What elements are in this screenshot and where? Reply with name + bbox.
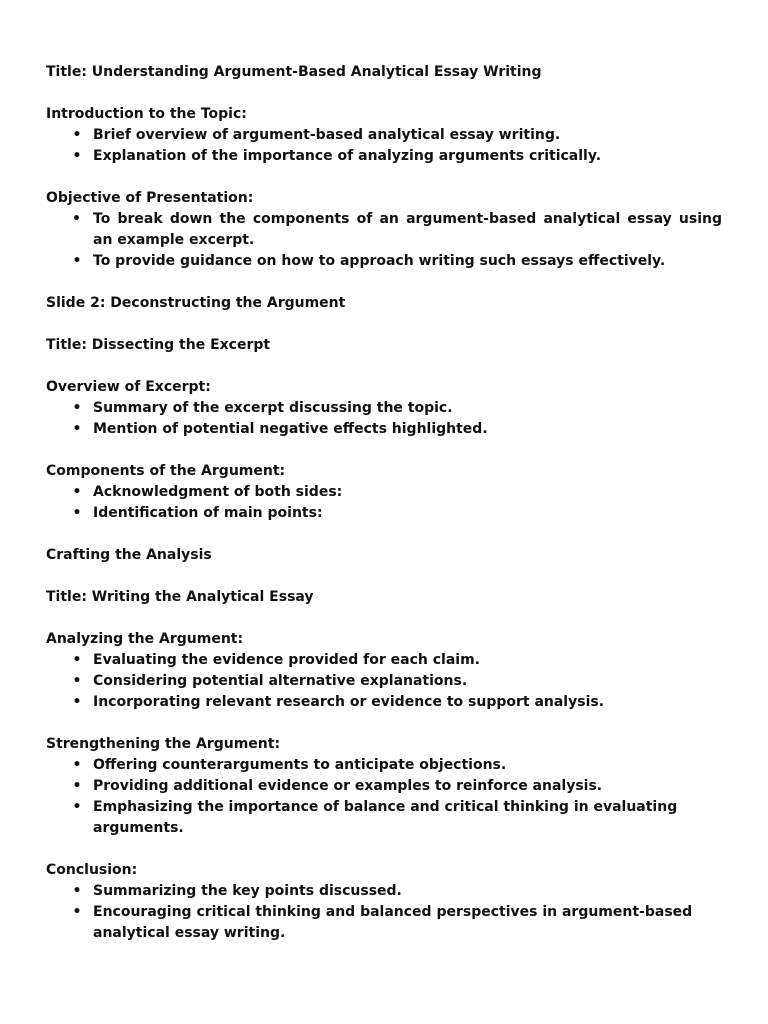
bullet-icon: • [72,211,81,227]
list-item-text: Acknowledgment of both sides: [93,484,343,500]
list-item-text: Evaluating the evidence provided for each claim. [93,652,481,668]
list-item [46,797,722,839]
list-item [46,419,722,440]
list-item [46,503,722,524]
list-item [46,776,722,797]
section-heading: Objective of Presentation: [46,190,254,206]
list-item [46,902,722,944]
bullet-list [46,398,722,440]
section-overview [46,377,722,440]
list-item-text: Summarizing the key points discussed. [93,883,402,899]
section-heading: Crafting the Analysis [46,547,212,563]
list-item-text: Summary of the excerpt discussing the topic. [93,400,453,416]
list-item-text: Considering potential alternative explanations. [93,673,468,689]
bullet-icon: • [72,400,82,416]
section-heading: Slide 2: Deconstructing the Argument [46,295,346,311]
bullet-list [46,755,722,839]
list-item-text: Offering counterarguments to anticipate objections. [93,757,507,773]
list-item [46,755,722,776]
section-heading: Introduction to the Topic: [46,106,247,122]
bullet-list [46,881,722,944]
bullet-icon: • [72,757,82,773]
bullet-icon: • [72,904,82,920]
section-heading: Components of the Argument: [46,463,286,479]
bullet-icon: • [72,778,82,794]
section-components [46,461,722,524]
bullet-list [46,482,722,524]
list-item [46,146,722,167]
list-item-text: To break down the components of an argument-based analytical essay using an example excerpt. [93,211,722,248]
section-heading: Title: Dissecting the Excerpt [46,337,271,353]
document-title-section [46,62,722,83]
document-title: Title: Understanding Argument-Based Analytical Essay Writing [46,64,542,80]
list-item [46,692,722,713]
list-item-text: Mention of potential negative effects highlighted. [93,421,488,437]
list-item-text: Encouraging critical thinking and balanced perspectives in argument-based analytical essay writing. [93,904,693,941]
bullet-icon: • [72,421,82,437]
list-item-text: Providing additional evidence or examples to reinforce analysis. [93,778,603,794]
list-item [46,650,722,671]
bullet-icon: • [72,799,82,815]
section-heading: Strengthening the Argument: [46,736,281,752]
section-heading: Overview of Excerpt: [46,379,211,395]
list-item [46,125,722,146]
bullet-list [46,650,722,713]
bullet-icon: • [72,484,82,500]
list-item [46,671,722,692]
list-item [46,398,722,419]
section-heading: Conclusion: [46,862,138,878]
list-item [46,881,722,902]
list-item [46,482,722,503]
section-heading: Analyzing the Argument: [46,631,244,647]
bullet-icon: • [72,253,82,269]
section-conclusion [46,860,722,944]
section-slide-2 [46,293,722,314]
document-body [46,62,722,965]
section-crafting [46,545,722,566]
section-dissecting-title [46,335,722,356]
section-heading: Title: Writing the Analytical Essay [46,589,314,605]
bullet-icon: • [72,673,82,689]
bullet-icon: • [72,694,82,710]
list-item-text: Incorporating relevant research or evidence to support analysis. [93,694,605,710]
section-introduction [46,104,722,167]
section-writing-title [46,587,722,608]
bullet-icon: • [72,652,82,668]
list-item-text: Brief overview of argument-based analytical essay writing. [93,127,561,143]
section-strengthening [46,734,722,839]
bullet-icon: • [72,148,82,164]
list-item [46,209,722,251]
section-objective [46,188,722,272]
list-item-text: Identification of main points: [93,505,323,521]
list-item-text: Explanation of the importance of analyzing arguments critically. [93,148,602,164]
bullet-icon: • [72,505,82,521]
bullet-list [46,125,722,167]
list-item-text: To provide guidance on how to approach writing such essays effectively. [93,253,666,269]
bullet-icon: • [72,883,82,899]
bullet-icon: • [72,127,82,143]
list-item-text: Emphasizing the importance of balance and critical thinking in evaluating arguments. [93,799,678,836]
bullet-list [46,209,722,272]
section-analyzing [46,629,722,713]
list-item [46,251,722,272]
